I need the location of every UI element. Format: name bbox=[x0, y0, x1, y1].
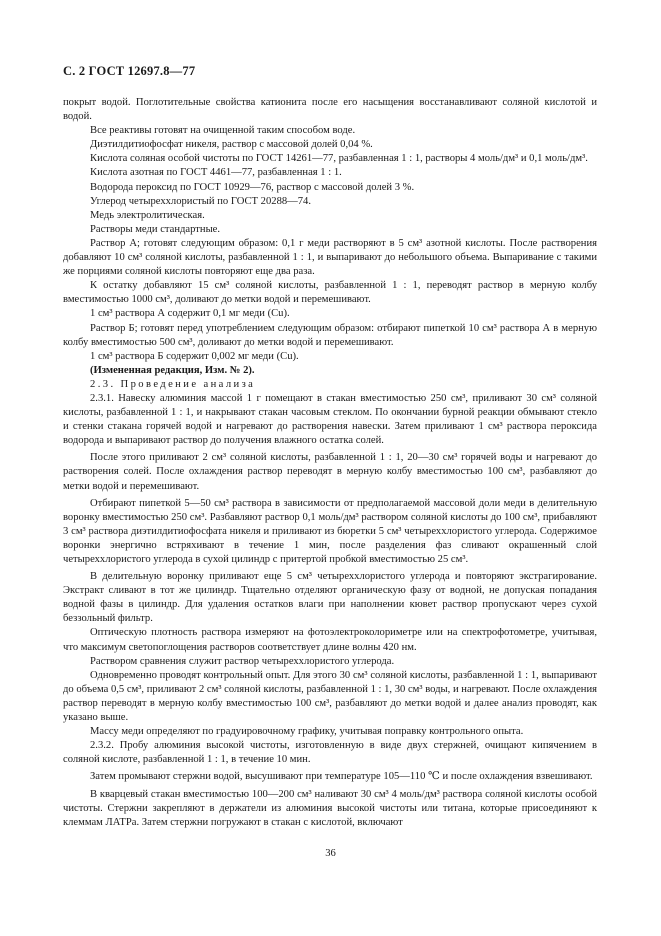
paragraph: 2.3. Проведение анализа bbox=[90, 378, 256, 390]
page-header: С. 2 ГОСТ 12697.8—77 bbox=[63, 64, 196, 78]
paragraph: покрыт водой. Поглотительные свойства катионита после его насыщения восстанавливают соляной кислотой и водой. bbox=[63, 97, 597, 123]
paragraph: Раствором сравнения служит раствор четыреххлористого углерода. bbox=[90, 655, 395, 667]
paragraph: Кислота соляная особой чистоты по ГОСТ 14261—77, разбавленная 1 : 1, растворы 4 моль/дм³ и 0,1 моль/дм³. bbox=[90, 153, 588, 165]
paragraph: Растворы меди стандартные. bbox=[90, 223, 221, 235]
paragraph: Массу меди определяют по градуировочному графику, учитывая поправку контрольного опыта. bbox=[90, 726, 524, 738]
paragraph: (Измененная редакция, Изм. № 2). bbox=[90, 364, 255, 376]
paragraph: После этого приливают 2 см³ соляной кислоты, разбавленной 1 : 1, 20—30 см³ горячей воды и нагревают до растворения солей. После охлаждения раствор переводят в мерную колбу вместимостью 100 см³, разбавляют до метки водой и перемешивают. bbox=[63, 452, 597, 492]
paragraph: 2.3.1. Навеску алюминия массой 1 г помещают в стакан вместимостью 250 см³, приливают 30 см³ соляной кислоты, разбавленной 1 : 1, и накрывают стакан часовым стеклом. По окончании бурной реакции обмывают стекло и стенки стакана горячей водой и нагревают до растворения навески. Затем приливают 1 см³ раствора пероксида водорода и выпаривают раствор до получения влажного остатка солей. bbox=[63, 392, 597, 447]
paragraph: К остатку добавляют 15 см³ соляной кислоты, разбавленной 1 : 1, переводят раствор в мерную колбу вместимостью 1000 см³, доливают до метки водой и перемешивают. bbox=[63, 280, 597, 306]
paragraph: Затем промывают стержни водой, высушивают при температуре 105—110 ℃ и после охлаждения взвешивают. bbox=[90, 771, 593, 783]
paragraph: 2.3.2. Пробу алюминия высокой чистоты, изготовленную в виде двух стержней, очищают кипячением в соляной кислоте, разбавленной 1 : 1, в течение 10 мин. bbox=[63, 740, 597, 766]
paragraph: 1 см³ раствора Б содержит 0,002 мг меди (Cu). bbox=[90, 350, 299, 362]
paragraph: В делительную воронку приливают еще 5 см³ четыреххлористого углерода и повторяют экстрагирование. Экстракт сливают в тот же цилиндр. Тщательно отделяют органическую фазу от водной, не допуская попадания водной фазы в цилиндр. Для удаления остатков влаги при наполнении кювет раствор пропускают через сухой беззольный фильтр. bbox=[63, 571, 597, 625]
paragraph: Оптическую плотность раствора измеряют на фотоэлектроколориметре или на спектрофотометре, учитывая, что максимум светопоглощения растворов соответствует длине волны 420 нм. bbox=[63, 627, 597, 653]
paragraph: Одновременно проводят контрольный опыт. Для этого 30 см³ соляной кислоты, разбавленной 1 : 1, выпаривают до объема 0,5 см³, приливают 2 см³ соляной кислоты, разбавленной 1 : 1, 30 см³ воды, и нагревают. После охлаждения раствор переводят в мерную колбу вместимостью 100 см³, разбавляют до метки водой и далее анализ проводят, как указано выше. bbox=[63, 669, 597, 724]
paragraph: Раствор Б; готовят перед употреблением следующим образом: отбирают пипеткой 10 см³ раствора А в мерную колбу вместимостью 500 см³, доливают до метки водой и перемешивают. bbox=[63, 322, 597, 348]
document-body bbox=[63, 96, 597, 830]
paragraph: В кварцевый стакан вместимостью 100—200 см³ наливают 30 см³ 4 моль/дм³ раствора соляной кислоты особой чистоты. Стержни закрепляют в держатели из алюминия высокой чистоты или титана, которые присоединяют к клеммам ЛАТРа. Затем стержни погружают в стакан с кислотой, включают bbox=[63, 788, 597, 828]
paragraph: Кислота азотная по ГОСТ 4461—77, разбавленная 1 : 1. bbox=[90, 167, 342, 179]
paragraph: 1 см³ раствора А содержит 0,1 мг меди (Cu). bbox=[90, 308, 290, 320]
paragraph: Раствор А; готовят следующим образом: 0,1 г меди растворяют в 5 см³ азотной кислоты. После растворения добавляют 10 см³ соляной кислоты, разбавленной 1 : 1, и выпаривают до небольшого объема. Выпаривание с такими же порциями соляной кислоты повторяют еще два раза. bbox=[63, 237, 597, 278]
page-number: 36 bbox=[325, 848, 336, 859]
paragraph: Углерод четыреххлористый по ГОСТ 20288—74. bbox=[90, 195, 311, 207]
paragraph: Диэтилдитиофосфат никеля, раствор с массовой долей 0,04 %. bbox=[90, 139, 373, 151]
paragraph: Все реактивы готовят на очищенной таким способом воде. bbox=[90, 125, 356, 137]
paragraph: Медь электролитическая. bbox=[90, 209, 205, 221]
paragraph: Отбирают пипеткой 5—50 см³ раствора в зависимости от предполагаемой массовой доли меди в делительную воронку вместимостью 250 см³. Разбавляют раствор 0,1 моль/дм³ раствором соляной кислоты до 100 см³, прибавляют 3 см³ раствора диэтилдитиофосфата никеля и приливают из бюретки 5 см³ четыреххлористого углерода. Содержимое воронки энергично встряхивают в течение 1 мин, после разделения фаз сливают окрашенный слой четыреххлористого углерода в сухой цилиндр с притертой пробкой вместимостью 25 см³. bbox=[63, 497, 597, 565]
paragraph: Водорода пероксид по ГОСТ 10929—76, раствор с массовой долей 3 %. bbox=[90, 181, 415, 193]
